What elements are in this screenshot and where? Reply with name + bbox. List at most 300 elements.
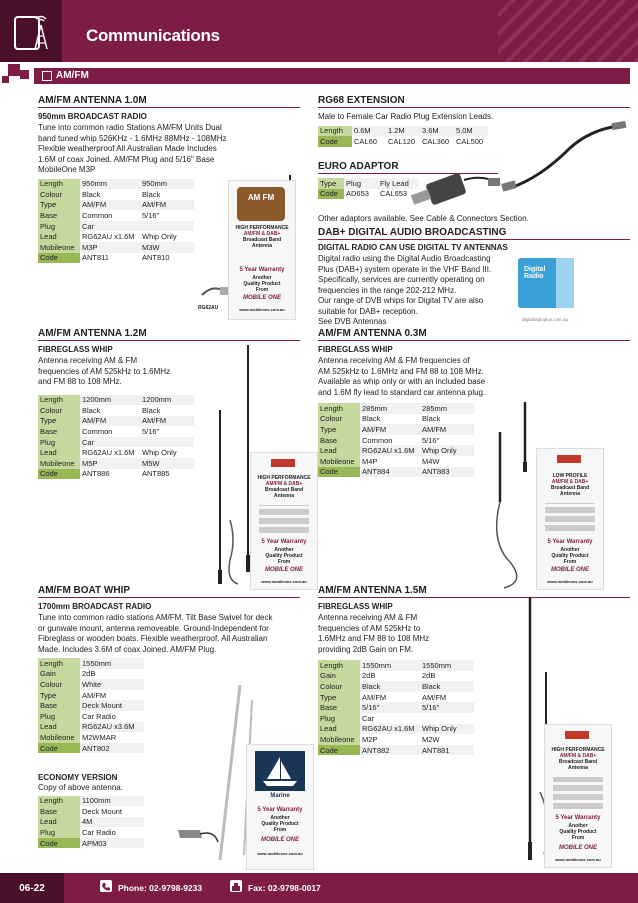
spec-value: Whip Only <box>420 724 474 735</box>
spec-row <box>318 126 488 137</box>
desc-line: MobileOne M3P <box>38 165 96 174</box>
package-text: Quality Product <box>265 553 303 559</box>
product-description <box>318 254 518 328</box>
vehicle-graphics <box>259 505 309 533</box>
product-title: AM/FM ANTENNA 0.3M <box>318 328 630 341</box>
product-subtitle: FIBREGLASS WHIP <box>318 602 393 611</box>
package-text: From <box>277 559 291 565</box>
package-text: From <box>563 559 577 565</box>
spec-value: CAL120 <box>386 136 420 147</box>
warranty-text: 5 Year Warranty <box>261 539 307 545</box>
logo-plus-shape <box>556 258 574 308</box>
product-subtitle: FIBREGLASS WHIP <box>38 345 113 354</box>
spec-label: Lead <box>38 447 80 458</box>
package-text: HIGH PERFORMANCE <box>551 747 605 753</box>
footer-phone: Phone: 02-9798-9233 <box>118 883 203 893</box>
spec-row <box>318 660 474 671</box>
desc-line: Plus (DAB+) system operate in the VHF Band III. <box>318 264 492 274</box>
product-title: EURO ADAPTOR <box>318 161 498 174</box>
product-title: AM/FM ANTENNA 1.5M <box>318 585 630 598</box>
spec-value: 1550mm <box>80 658 144 669</box>
desc-line: Specifically, services are currently operating on <box>318 275 485 284</box>
spec-value: Car <box>80 221 140 232</box>
spec-row <box>318 692 474 703</box>
spec-value: Common <box>80 210 140 221</box>
spec-table <box>318 126 488 147</box>
corner-square <box>2 76 9 83</box>
package-text: www.mobileone.com.au <box>547 579 593 584</box>
spec-label: Mobileone <box>38 458 80 469</box>
package-text: Another <box>252 275 272 281</box>
spec-value: 1200mm <box>80 395 140 406</box>
spec-value: M4W <box>420 456 474 467</box>
spec-label: Mobileone <box>318 456 360 467</box>
warranty-text: 5 Year Warranty <box>239 267 285 273</box>
spec-row <box>38 743 144 754</box>
radio-graphic: AM FM <box>237 187 285 221</box>
package-text: Quality Product <box>559 829 597 835</box>
phone-icon <box>100 880 112 892</box>
spec-value: 5.0M <box>454 126 488 137</box>
desc-line: Antenna receiving AM & FM <box>38 356 138 365</box>
desc-line: Antenna receiving AM & FM <box>318 613 418 622</box>
spec-value: 5/16" <box>140 210 194 221</box>
spec-value: AM/FM <box>80 690 144 701</box>
spec-value: AM/FM <box>420 424 474 435</box>
extension-cable-image <box>500 118 628 202</box>
spec-value: Whip Only <box>420 445 474 456</box>
desc-line: or gunwale mount, antenna removeable. Ground-Independent for <box>38 623 269 633</box>
spec-label: Base <box>318 702 360 713</box>
logo-text: Radio <box>524 273 544 280</box>
spec-value: ANT810 <box>140 253 194 264</box>
product-dab-plus <box>318 227 630 328</box>
tower-icon <box>0 0 62 62</box>
spec-label: Type <box>318 178 344 189</box>
product-description <box>38 356 300 388</box>
spec-row <box>38 447 194 458</box>
vehicle-graphics <box>545 503 595 531</box>
spec-label: Colour <box>38 405 80 416</box>
spec-table <box>318 660 474 755</box>
spec-row <box>38 210 194 221</box>
spec-value: Black <box>360 414 420 425</box>
spec-row <box>38 437 194 448</box>
spec-value: 2dB <box>360 671 420 682</box>
spec-row <box>38 817 144 828</box>
package-text: Antenna <box>568 765 588 771</box>
spec-value: 4M <box>80 817 144 828</box>
spec-value: M3W <box>140 242 194 253</box>
spec-row <box>38 690 144 701</box>
spec-value: 5/16" <box>360 702 420 713</box>
spec-value: CAL500 <box>454 136 488 147</box>
spec-value: AD653 <box>344 189 378 200</box>
spec-label: Plug <box>38 711 80 722</box>
spec-value: M4P <box>360 456 420 467</box>
spec-value: 1100mm <box>80 796 144 807</box>
package-text: Broadcast Band <box>558 759 598 765</box>
spec-table <box>38 658 144 753</box>
spec-value: 1550mm <box>360 660 420 671</box>
page-number: 06-22 <box>0 873 64 903</box>
spec-label: Length <box>38 395 80 406</box>
spec-value: ANT882 <box>360 745 420 756</box>
spec-row <box>38 838 144 849</box>
spec-table <box>38 395 194 480</box>
spec-value: AM/FM <box>140 200 194 211</box>
product-title: ECONOMY VERSION <box>38 773 118 782</box>
brand-logo: MOBILE ONE <box>242 295 281 301</box>
product-title: AM/FM ANTENNA 1.0M <box>38 95 300 108</box>
spec-value: 3.6M <box>420 126 454 137</box>
spec-label: Plug <box>38 437 80 448</box>
spec-value: ANT881 <box>420 745 474 756</box>
spec-label: Length <box>38 179 80 190</box>
spec-label: Plug <box>38 221 80 232</box>
spec-value: AM/FM <box>360 424 420 435</box>
desc-line: Made. Includes 3.6M of coax Joined. AM/FM Plug. <box>38 644 217 654</box>
spec-value: 5/16" <box>420 702 474 713</box>
product-subtitle: DIGITAL RADIO CAN USE DIGITAL TV ANTENNAS <box>318 243 508 252</box>
spec-value <box>420 713 474 724</box>
spec-label: Lead <box>38 231 80 242</box>
spec-label: Colour <box>38 189 80 200</box>
spec-value: Black <box>140 405 194 416</box>
spec-label: Lead <box>38 817 80 828</box>
spec-label: Colour <box>318 681 360 692</box>
spec-row <box>318 403 474 414</box>
spec-row <box>38 395 194 406</box>
spec-row <box>318 445 474 456</box>
package-text: Another <box>274 547 294 553</box>
corner-square <box>20 70 29 79</box>
spec-row <box>38 732 144 743</box>
spec-row <box>38 700 144 711</box>
spec-label: Code <box>38 253 80 264</box>
package-image <box>228 180 296 320</box>
spec-table <box>38 796 144 849</box>
spec-table <box>38 179 194 264</box>
spec-value: 5/16" <box>140 426 194 437</box>
package-text: From <box>571 835 585 841</box>
desc-line: providing 2dB Gain on FM. <box>318 644 414 654</box>
spec-value: Car <box>360 713 420 724</box>
package-text: www.mobileone.com.au <box>555 857 601 862</box>
desc-line: Fibreglass or wooden boats. Flexible weatherproof. All Australian <box>38 634 268 643</box>
spec-label: Length <box>38 658 80 669</box>
spec-label: Type <box>38 200 80 211</box>
desc-line: and FM 88 to 108 MHz. <box>38 377 122 386</box>
spec-label: Type <box>318 692 360 703</box>
desc-line: Antenna receiving AM & FM frequencies of <box>318 356 470 365</box>
vehicle-graphics <box>553 777 603 809</box>
spec-value: ANT802 <box>80 743 144 754</box>
package-text: Antenna <box>252 243 272 249</box>
package-text: From <box>273 827 287 833</box>
spec-value: AM/FM <box>140 416 194 427</box>
spec-table <box>318 403 474 477</box>
package-text: Antenna <box>560 491 580 497</box>
spec-row <box>318 734 474 745</box>
product-amfm-boat-whip <box>38 585 300 753</box>
package-text: LOW PROFILE <box>552 473 588 479</box>
brand-logo: MOBILE ONE <box>264 567 303 573</box>
adaptor-image <box>408 168 504 218</box>
desc-line: band tuned whip 526KHz - 1.6MHz 88MHz - 108MHz <box>38 133 227 143</box>
spec-value: White <box>80 679 144 690</box>
spec-label: Lead <box>38 722 80 733</box>
package-text: Quality Product <box>261 821 299 827</box>
spec-row <box>318 681 474 692</box>
warranty-text: 5 Year Warranty <box>257 807 303 813</box>
product-subtitle: 950mm BROADCAST RADIO <box>38 112 147 121</box>
spec-value: Car Radio <box>80 711 144 722</box>
spec-value: Whip Only <box>140 231 194 242</box>
spec-value: ANT886 <box>80 469 140 480</box>
spec-row <box>38 179 194 190</box>
spec-value: RG62AU x1.6M <box>360 445 420 456</box>
spec-label: Code <box>318 467 360 478</box>
spec-row <box>38 221 194 232</box>
spec-value: Black <box>420 681 474 692</box>
car-graphic <box>565 731 589 739</box>
desc-line: Our range of DVB whips for Digital TV are also <box>318 296 484 305</box>
spec-row <box>38 253 194 264</box>
product-description: Copy of above antenna. <box>38 783 123 792</box>
spec-value: CAL653 <box>378 189 418 200</box>
desc-line: 1.6MHz and FM 88 to 108 MHz <box>318 634 430 643</box>
desc-line: and 1.6M fly lead to standard car antenna plug. <box>318 387 486 397</box>
spec-label: Code <box>38 469 80 480</box>
spec-value: RG62AU x1.6M <box>80 447 140 458</box>
spec-value: Common <box>80 426 140 437</box>
spec-row <box>318 435 474 446</box>
spec-value: Common <box>360 435 420 446</box>
footer-fax: Fax: 02-9798-0017 <box>248 883 321 893</box>
product-title: AM/FM ANTENNA 1.2M <box>38 328 300 341</box>
package-text: Broadcast Band <box>550 485 590 491</box>
spec-label: Code <box>318 745 360 756</box>
spec-row <box>318 456 474 467</box>
spec-label: Gain <box>38 669 80 680</box>
spec-row <box>318 136 488 147</box>
logo-text: Digital <box>524 266 546 273</box>
package-text: HIGH PERFORMANCE <box>235 225 289 231</box>
spec-label: Code <box>38 838 80 849</box>
spec-value: 2dB <box>80 669 144 680</box>
section-label: AM/FM <box>56 70 89 81</box>
spec-value: Deck Mount <box>80 700 144 711</box>
spec-label: Lead <box>318 724 360 735</box>
spec-label: Code <box>318 189 344 200</box>
spec-value: CAL60 <box>352 136 386 147</box>
spec-label: Colour <box>318 414 360 425</box>
package-image <box>544 724 612 868</box>
brand-logo: MOBILE ONE <box>260 837 299 843</box>
spec-value: M2W <box>420 734 474 745</box>
spec-label: Base <box>38 806 80 817</box>
spec-row <box>318 713 474 724</box>
spec-label: Code <box>318 136 352 147</box>
spec-row <box>318 467 474 478</box>
spec-value: Black <box>420 414 474 425</box>
spec-value: 5/16" <box>420 435 474 446</box>
package-text: AM/FM & DAB+ <box>551 479 589 485</box>
spec-value: AM/FM <box>80 416 140 427</box>
product-description: Male to Female Car Radio Plug Extension Leads. <box>318 112 494 121</box>
spec-row <box>38 416 194 427</box>
spec-value: ANT884 <box>360 467 420 478</box>
spec-row <box>38 827 144 838</box>
spec-label: Length <box>318 403 360 414</box>
package-text: AM/FM & DAB+ <box>243 231 281 237</box>
warranty-text: 5 Year Warranty <box>555 815 601 821</box>
desc-line: Tune into common radio stations AM/FM. Tilt Base Swivel for deck <box>38 613 273 622</box>
spec-value: ANT883 <box>420 467 474 478</box>
corner-square <box>8 64 20 76</box>
spec-value: Whip Only <box>140 447 194 458</box>
spec-value: M5P <box>80 458 140 469</box>
desc-line: 1.6M of coax Joined. AM/FM Plug and 5/16" Base <box>38 154 215 164</box>
package-text: Marine <box>270 793 290 799</box>
spec-value: Black <box>360 681 420 692</box>
desc-line: See DVB Antennas <box>318 317 387 326</box>
spec-value: Plug <box>344 178 378 189</box>
spec-value: ANT811 <box>80 253 140 264</box>
spec-label: Length <box>318 126 352 137</box>
spec-row <box>38 658 144 669</box>
page-title: Communications <box>86 26 220 45</box>
spec-row <box>318 702 474 713</box>
package-text: Quality Product <box>243 281 281 287</box>
spec-label: Colour <box>38 679 80 690</box>
spec-value: 285mm <box>360 403 420 414</box>
logo-url: digitalradioplus.com.au <box>522 317 569 322</box>
spec-row <box>38 806 144 817</box>
spec-row <box>38 426 194 437</box>
package-image <box>250 452 318 590</box>
warranty-text: 5 Year Warranty <box>547 539 593 545</box>
rg62au-label: RG62AU <box>198 305 219 311</box>
spec-row <box>38 231 194 242</box>
desc-line: Tune into common radio Stations AM/FM Units Dual <box>38 123 222 132</box>
package-text: www.mobileone.com.au <box>261 579 307 584</box>
package-text: Quality Product <box>551 553 589 559</box>
package-text: Broadcast Band <box>264 487 304 493</box>
package-text: www.mobileone.com.au <box>257 851 303 856</box>
car-graphic <box>271 459 295 467</box>
package-image <box>536 448 604 590</box>
desc-line: Flexible weatherproof All Australian Made Includes <box>38 144 217 153</box>
spec-row <box>318 424 474 435</box>
spec-label: Gain <box>318 671 360 682</box>
spec-value: M3P <box>80 242 140 253</box>
package-text: AM/FM & DAB+ <box>265 481 303 487</box>
spec-value: CAL360 <box>420 136 454 147</box>
spec-value: RG62AU x1.6M <box>360 724 420 735</box>
product-description <box>38 123 298 176</box>
product-subtitle: 1700mm BROADCAST RADIO <box>38 602 152 611</box>
adaptor-note: Other adaptors available. See Cable & Connectors Section. <box>318 214 529 223</box>
product-subtitle: FIBREGLASS WHIP <box>318 345 393 354</box>
car-graphic <box>557 455 581 463</box>
spec-row <box>38 711 144 722</box>
spec-label: Plug <box>318 713 360 724</box>
spec-row <box>318 178 418 189</box>
product-title: RG68 EXTENSION <box>318 95 630 108</box>
spec-value: Car <box>80 437 140 448</box>
spec-label: Plug <box>38 827 80 838</box>
package-text: AM/FM & DAB+ <box>559 753 597 759</box>
spec-label: Base <box>38 700 80 711</box>
spec-value: Black <box>80 405 140 416</box>
spec-row <box>38 679 144 690</box>
package-text: From <box>255 287 269 293</box>
spec-row <box>318 724 474 735</box>
spec-value: AM/FM <box>80 200 140 211</box>
spec-label: Mobileone <box>318 734 360 745</box>
package-text: Broadcast Band <box>242 237 282 243</box>
header-pattern <box>498 0 638 62</box>
spec-value: Deck Mount <box>80 806 144 817</box>
fax-icon <box>230 880 242 892</box>
spec-value: RG62AU x1.6M <box>80 231 140 242</box>
package-image <box>246 744 314 870</box>
spec-label: Code <box>38 743 80 754</box>
spec-label: Length <box>318 660 360 671</box>
spec-value: 1.2M <box>386 126 420 137</box>
spec-value: Car Radio <box>80 827 144 838</box>
spec-value: RG62AU x3.6M <box>80 722 144 733</box>
spec-value: Fly Lead <box>378 178 418 189</box>
spec-value: APM03 <box>80 838 144 849</box>
product-title: DAB+ DIGITAL AUDIO BROADCASTING <box>318 227 630 240</box>
spec-label: Base <box>318 435 360 446</box>
spec-row <box>38 189 194 200</box>
spec-label: Type <box>38 690 80 701</box>
spec-label: Mobileone <box>38 242 80 253</box>
desc-line: Digital radio using the Digital Audio Broadcasting <box>318 254 491 263</box>
spec-label: Base <box>38 210 80 221</box>
spec-value: Black <box>80 189 140 200</box>
package-text: Another <box>560 547 580 553</box>
package-text: Antenna <box>274 493 294 499</box>
spec-row <box>38 200 194 211</box>
spec-row <box>318 414 474 425</box>
spec-row <box>38 242 194 253</box>
desc-line: frequencies of AM 525kHz to 1.6MHz <box>38 366 171 376</box>
spec-label: Type <box>318 424 360 435</box>
spec-value: 0.6M <box>352 126 386 137</box>
spec-value: AM/FM <box>420 692 474 703</box>
package-text: HIGH PERFORMANCE <box>257 475 311 481</box>
spec-value: 285mm <box>420 403 474 414</box>
spec-label: Lead <box>318 445 360 456</box>
spec-row <box>38 796 144 807</box>
spec-label: Type <box>38 416 80 427</box>
spec-value: 2dB <box>420 671 474 682</box>
spec-row <box>318 671 474 682</box>
spec-row <box>318 745 474 756</box>
boat-graphic <box>255 751 305 791</box>
spec-label: Mobileone <box>38 732 80 743</box>
spec-row <box>38 469 194 480</box>
spec-value: 950mm <box>140 179 194 190</box>
spec-value <box>140 437 194 448</box>
package-text: www.mobileone.com.au <box>239 307 285 312</box>
brand-logo: MOBILE ONE <box>550 567 589 573</box>
